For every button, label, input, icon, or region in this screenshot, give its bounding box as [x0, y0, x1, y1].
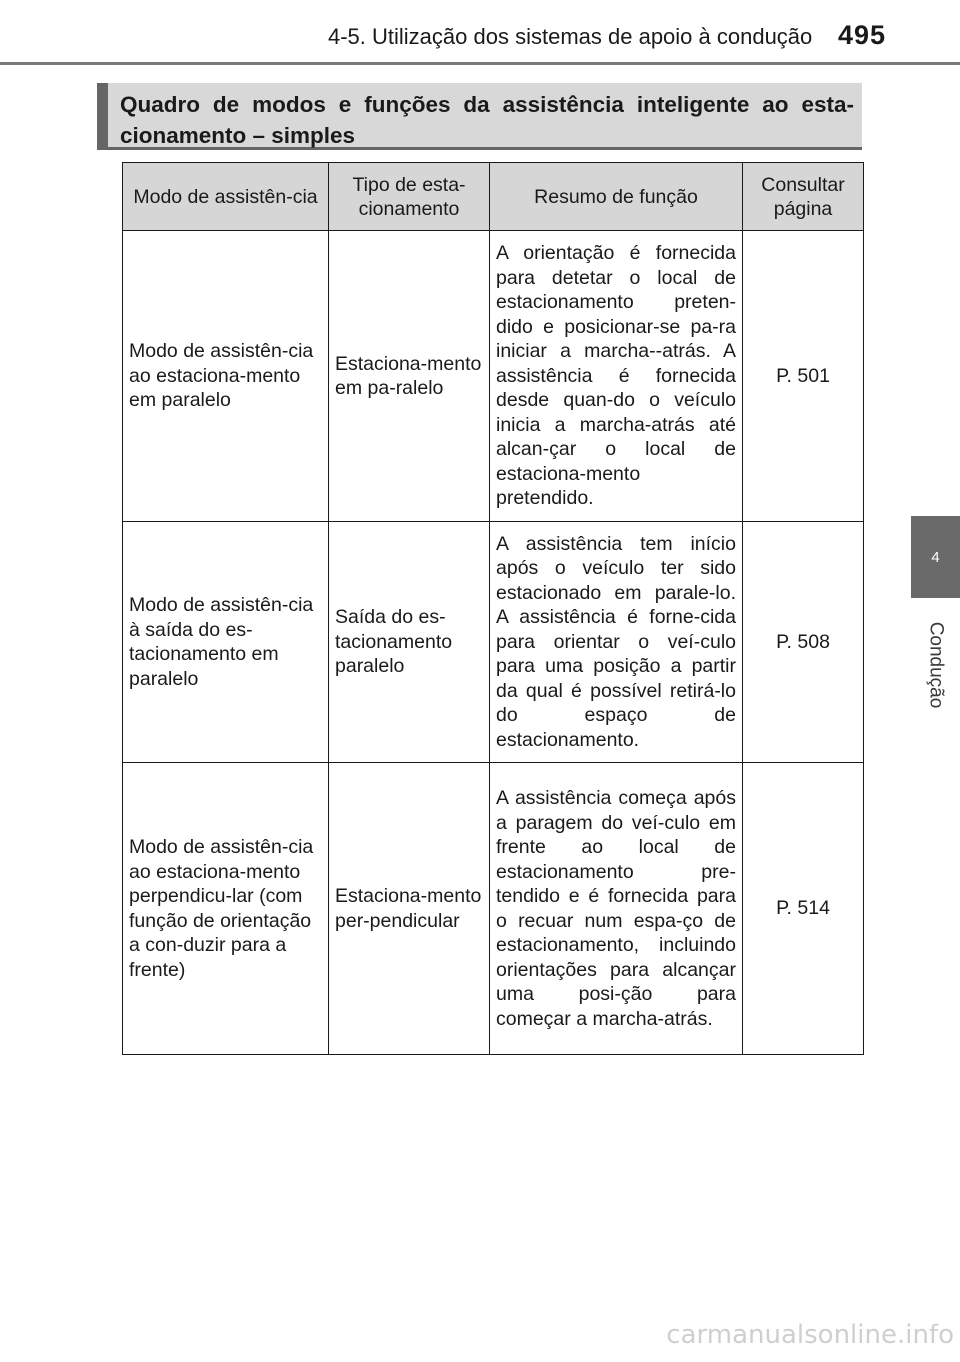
- modes-table: [122, 162, 864, 1055]
- header-rule: [0, 62, 960, 65]
- header-parking-type: Tipo de esta-cionamento: [329, 163, 490, 231]
- chapter-label-container: [905, 610, 960, 720]
- page-number: 495: [838, 20, 887, 50]
- cell-reference-page: P. 514: [743, 763, 864, 1055]
- table-row: [123, 231, 864, 522]
- section-title: Quadro de modos e funções da assistência inteligente ao esta-cionamento – simples: [120, 92, 854, 148]
- cell-parking-type: Estaciona-mento em pa-ralelo: [329, 231, 490, 522]
- cell-reference-page: P. 508: [743, 522, 864, 763]
- cell-parking-type: Saída do es-tacionamento paralelo: [329, 522, 490, 763]
- cell-mode: Modo de assistên-cia à saída do es-tacionamento em paralelo: [123, 522, 329, 763]
- table-header-row: [123, 163, 864, 231]
- section-heading-box: [97, 83, 862, 150]
- cell-function-summary: A assistência tem início após o veículo ter sido estacionado em parale-lo. A assistência é forne-cida para orientar o veí-culo para uma posição a partir da qual é possível retirá-lo do espaço de estacionamento.: [490, 522, 743, 763]
- cell-mode: Modo de assistên-cia ao estaciona-mento em paralelo: [123, 231, 329, 522]
- chapter-tab: [911, 516, 960, 598]
- header-function-summary: Resumo de função: [490, 163, 743, 231]
- header-section-path: 4-5. Utilização dos sistemas de apoio à condução: [328, 24, 813, 49]
- header-mode: Modo de assistên-cia: [123, 163, 329, 231]
- cell-parking-type: Estaciona-mento per-pendicular: [329, 763, 490, 1055]
- cell-mode: Modo de assistên-cia ao estaciona-mento perpendicu-lar (com função de orientação a con-duzir para a frente): [123, 763, 329, 1055]
- table-row: [123, 522, 864, 763]
- header-reference-page: Consultar página: [743, 163, 864, 231]
- watermark: carmanualsonline.info: [666, 1320, 954, 1350]
- chapter-number: 4: [931, 548, 940, 566]
- chapter-label: Condução: [925, 621, 946, 709]
- table-row: [123, 763, 864, 1055]
- cell-reference-page: P. 501: [743, 231, 864, 522]
- cell-function-summary: A orientação é fornecida para detetar o local de estacionamento preten-dido e posicionar-se pa-ra iniciar a marcha--atrás. A assistência é fornecida desde quan-do o veículo inicia a marcha-atrás até alcan-çar o local de estaciona-mento pretendido.: [490, 231, 743, 522]
- cell-function-summary: A assistência começa após a paragem do veí-culo em frente ao local de estacionamento pre-tendido e é fornecida para o recuar num espa-ço de estacionamento, incluindo orientações para alcançar uma posi-ção para começar a marcha-atrás.: [490, 763, 743, 1055]
